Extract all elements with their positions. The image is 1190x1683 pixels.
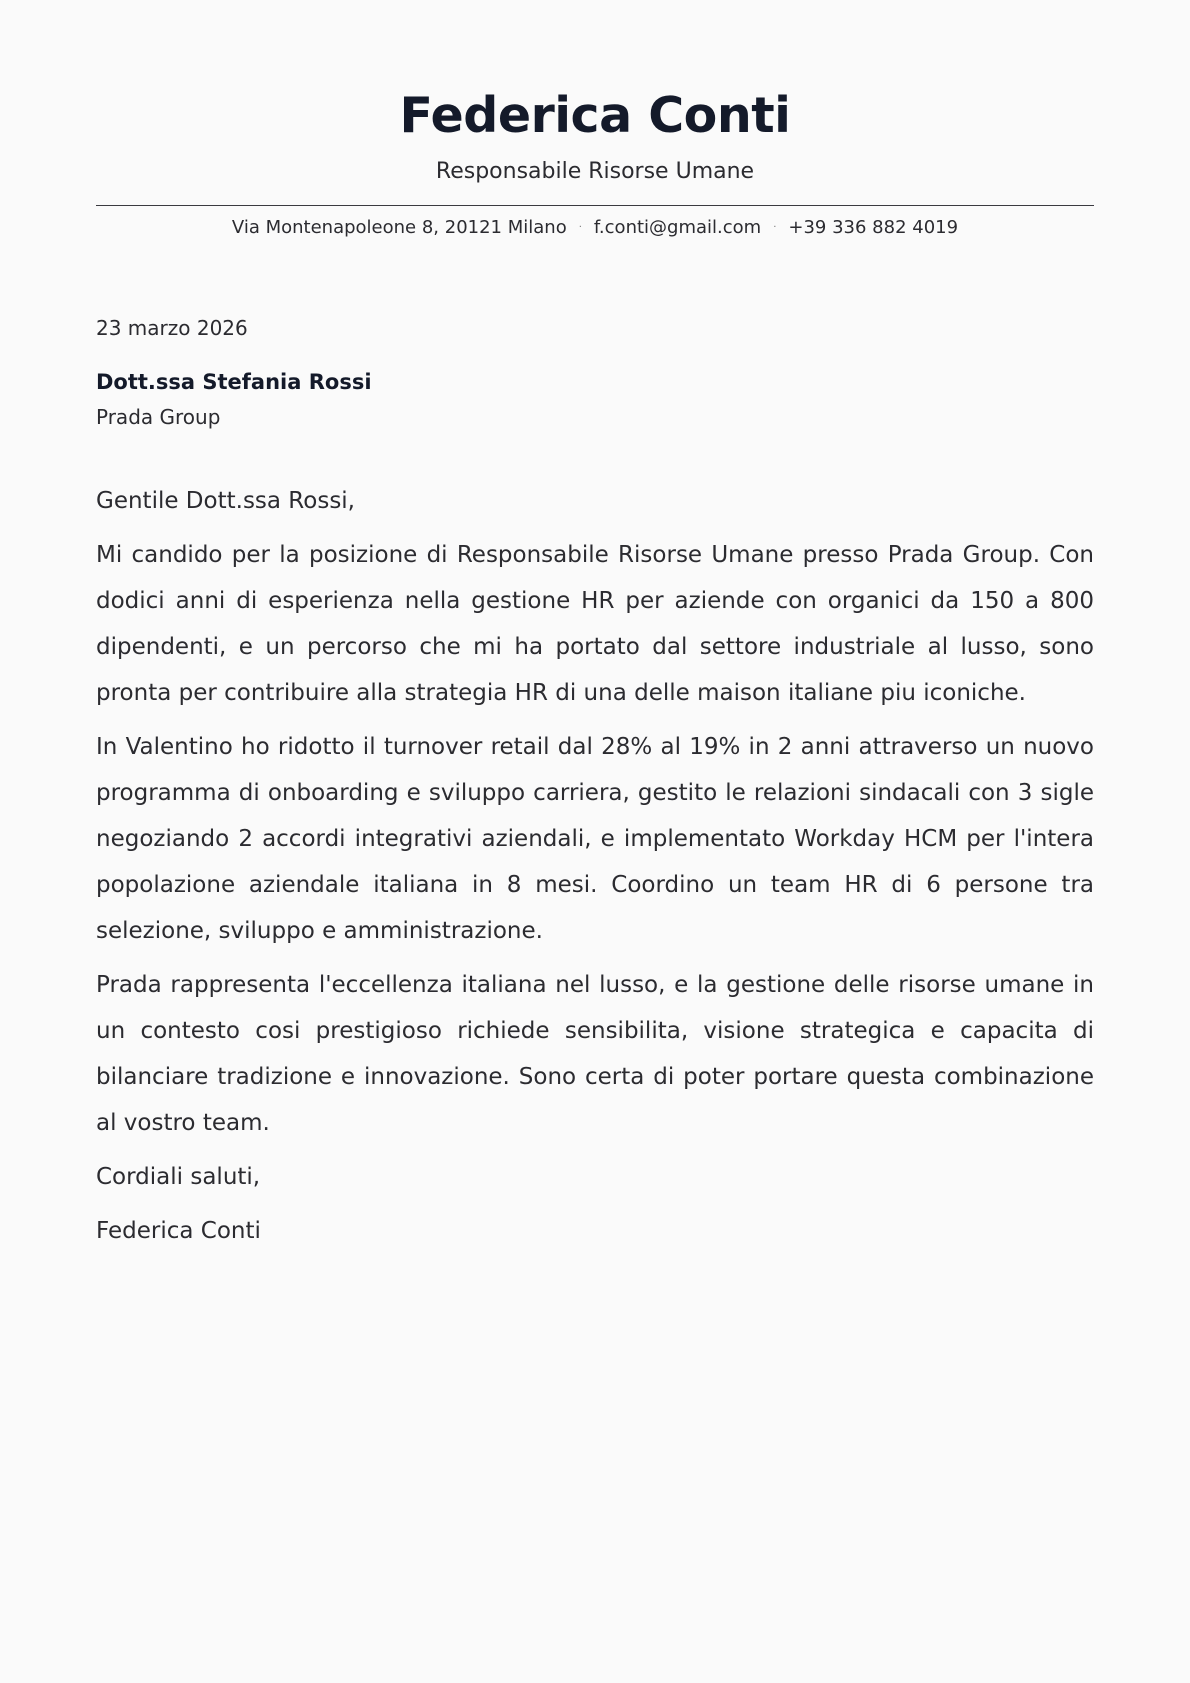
separator-dot-icon: · <box>773 222 777 233</box>
contact-line <box>96 216 1094 240</box>
separator-dot-icon: · <box>578 222 582 233</box>
closing: Cordiali saluti, <box>96 1164 261 1190</box>
contact-phone: +39 336 882 4019 <box>788 217 959 238</box>
salutation: Gentile Dott.ssa Rossi, <box>96 488 355 514</box>
contact-address: Via Montenapoleone 8, 20121 Milano <box>231 217 567 238</box>
letter-date: 23 marzo 2026 <box>96 316 248 340</box>
letterhead <box>96 0 1094 240</box>
signature: Federica Conti <box>96 1218 261 1244</box>
paragraph-intro: Mi candido per la posizione di Responsabile Risorse Umane presso Prada Group. Con dodici anni di esperienza nella gestione HR per aziende con organici da 150 a 800 dipendenti, e un percorso che mi ha portato dal settore industriale al lusso, sono pronta per contribuire alla strategia HR di una delle maison italiane piu iconiche. <box>96 542 1094 706</box>
cover-letter-page <box>96 0 1094 1244</box>
contact-email: f.conti@gmail.com <box>593 217 762 238</box>
sender-name: Federica Conti <box>399 87 791 144</box>
letter-body <box>96 478 1094 1262</box>
sender-role: Responsabile Risorse Umane <box>435 159 755 184</box>
recipient-name: Dott.ssa Stefania Rossi <box>96 370 372 394</box>
paragraph-experience: In Valentino ho ridotto il turnover retail dal 28% al 19% in 2 anni attraverso un nuovo programma di onboarding e sviluppo carriera, gestito le relazioni sindacali con 3 sigle negoziando 2 accordi integrativi aziendali, e implementato Workday HCM per l'intera popolazione aziendale italiana in 8 mesi. Coordino un team HR di 6 persone tra selezione, sviluppo e amministrazione. <box>96 734 1094 944</box>
paragraph-motivation: Prada rappresenta l'eccellenza italiana nel lusso, e la gestione delle risorse umane in un contesto cosi prestigioso richiede sensibilita, visione strategica e capacita di bilanciare tradizione e innovazione. Sono certa di poter portare questa combinazione al vostro team. <box>96 972 1094 1136</box>
recipient-company: Prada Group <box>96 405 221 429</box>
recipient-block <box>96 367 372 432</box>
header-divider <box>96 205 1094 206</box>
